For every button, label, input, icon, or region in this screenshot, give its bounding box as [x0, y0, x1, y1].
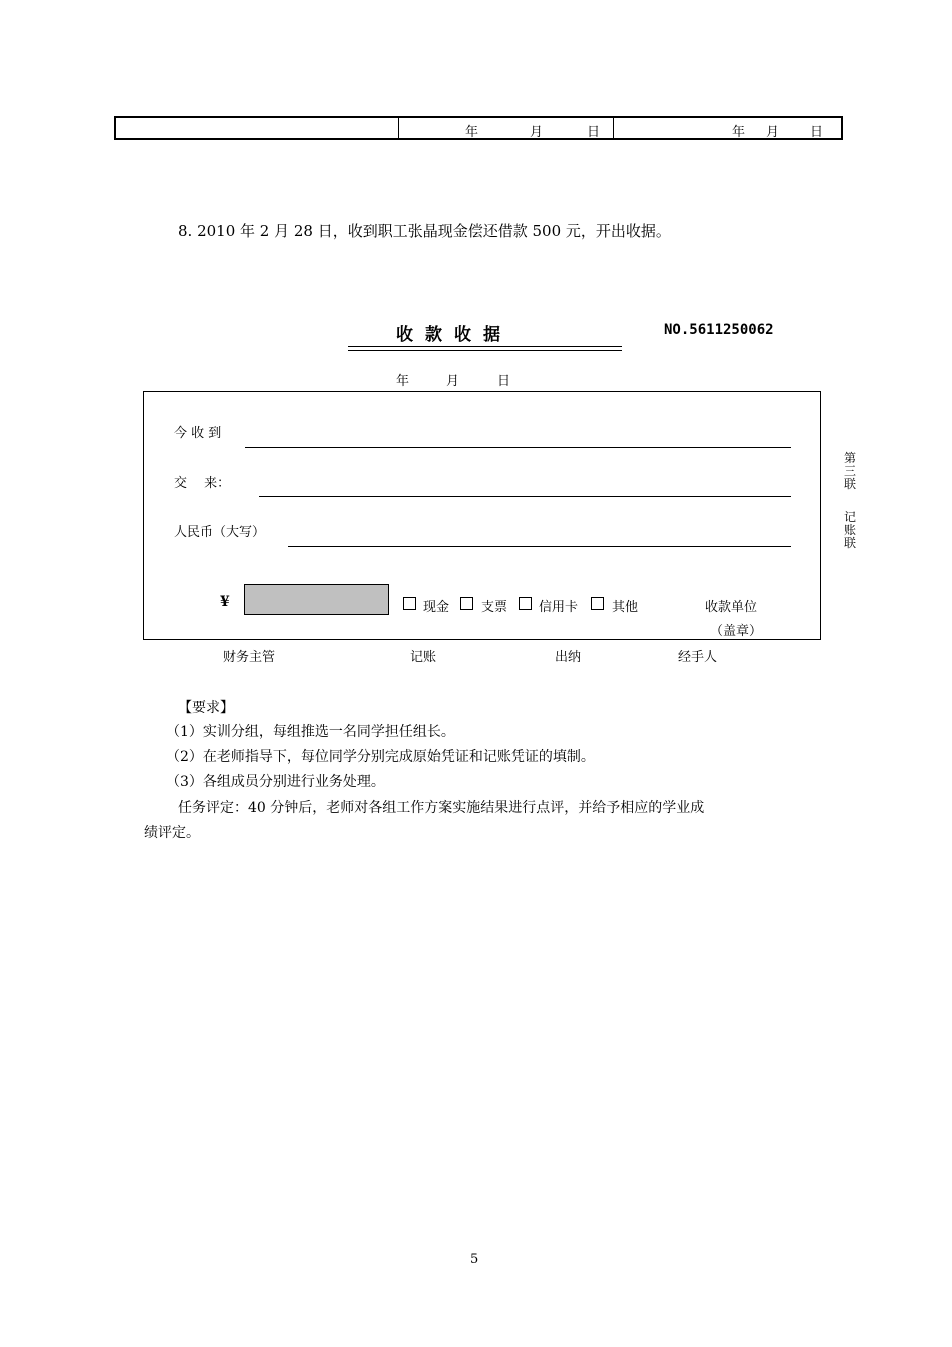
other-label: 其他: [612, 600, 639, 615]
evaluation-line-1: 任务评定：40 分钟后，老师对各组工作方案实施结果进行点评，并给予相应的学业成: [178, 800, 705, 816]
paid-for-field[interactable]: [259, 496, 791, 497]
task-description: 8. 2010 年 2 月 28 日，收到职工张晶现金偿还借款 500 元，开出收据。: [178, 222, 671, 240]
receipt-number: NO.5611250062: [664, 322, 774, 338]
table-cell-blank: [116, 118, 399, 138]
date-day: 日: [810, 125, 824, 140]
requirement-item: （3）各组成员分别进行业务处理。: [166, 774, 385, 790]
finance-manager-label: 财务主管: [223, 650, 276, 665]
seal-label: （盖章）: [710, 624, 763, 639]
payee-unit-label: 收款单位: [705, 600, 758, 615]
side-char: 三: [843, 464, 856, 478]
table-cell-date-1: [399, 118, 614, 138]
title-underline-top: [348, 346, 622, 347]
table-cell-date-2: [614, 118, 841, 138]
credit-card-label: 信用卡: [539, 600, 579, 615]
receipt-form: [143, 391, 821, 640]
received-from-label: 今 收 到: [174, 426, 222, 441]
date-year: 年: [465, 125, 479, 140]
paid-for-label: 交 来：: [174, 476, 231, 491]
receipt-date-day: 日: [497, 374, 511, 389]
cash-checkbox[interactable]: [403, 597, 416, 610]
side-char: 第: [843, 451, 856, 465]
cash-label: 现金: [423, 600, 450, 615]
cashier-label: 出纳: [555, 650, 582, 665]
receipt-title: 收款收据: [396, 325, 512, 345]
signature-date-table: [114, 116, 843, 140]
requirements-heading: 【要求】: [178, 700, 234, 716]
amount-field[interactable]: [244, 584, 389, 615]
handler-label: 经手人: [678, 650, 718, 665]
receipt-date-year: 年: [396, 374, 410, 389]
side-gap: [843, 491, 857, 511]
page-number: 5: [470, 1252, 479, 1267]
bookkeeper-label: 记账: [410, 650, 437, 665]
rmb-upper-field[interactable]: [288, 546, 791, 547]
receipt-date-month: 月: [446, 374, 460, 389]
requirement-item: （2）在老师指导下，每位同学分别完成原始凭证和记账凭证的填制。: [166, 749, 595, 765]
side-char: 账: [843, 523, 856, 537]
side-char: 联: [843, 536, 856, 550]
title-underline-bottom: [348, 350, 622, 351]
side-char: 联: [843, 477, 856, 491]
rmb-upper-label: 人民币（大写）: [174, 525, 266, 540]
yen-symbol: ¥: [220, 594, 230, 610]
check-checkbox[interactable]: [460, 597, 473, 610]
date-month: 月: [530, 125, 544, 140]
evaluation-line-2: 绩评定。: [144, 825, 200, 841]
other-checkbox[interactable]: [591, 597, 604, 610]
check-label: 支票: [481, 600, 508, 615]
received-from-field[interactable]: [245, 447, 791, 448]
copy-side-label: [843, 452, 857, 550]
side-char: 记: [843, 510, 856, 524]
requirement-item: （1）实训分组，每组推选一名同学担任组长。: [166, 724, 455, 740]
date-month: 月: [766, 125, 780, 140]
credit-card-checkbox[interactable]: [519, 597, 532, 610]
date-day: 日: [587, 125, 601, 140]
date-year: 年: [732, 125, 746, 140]
